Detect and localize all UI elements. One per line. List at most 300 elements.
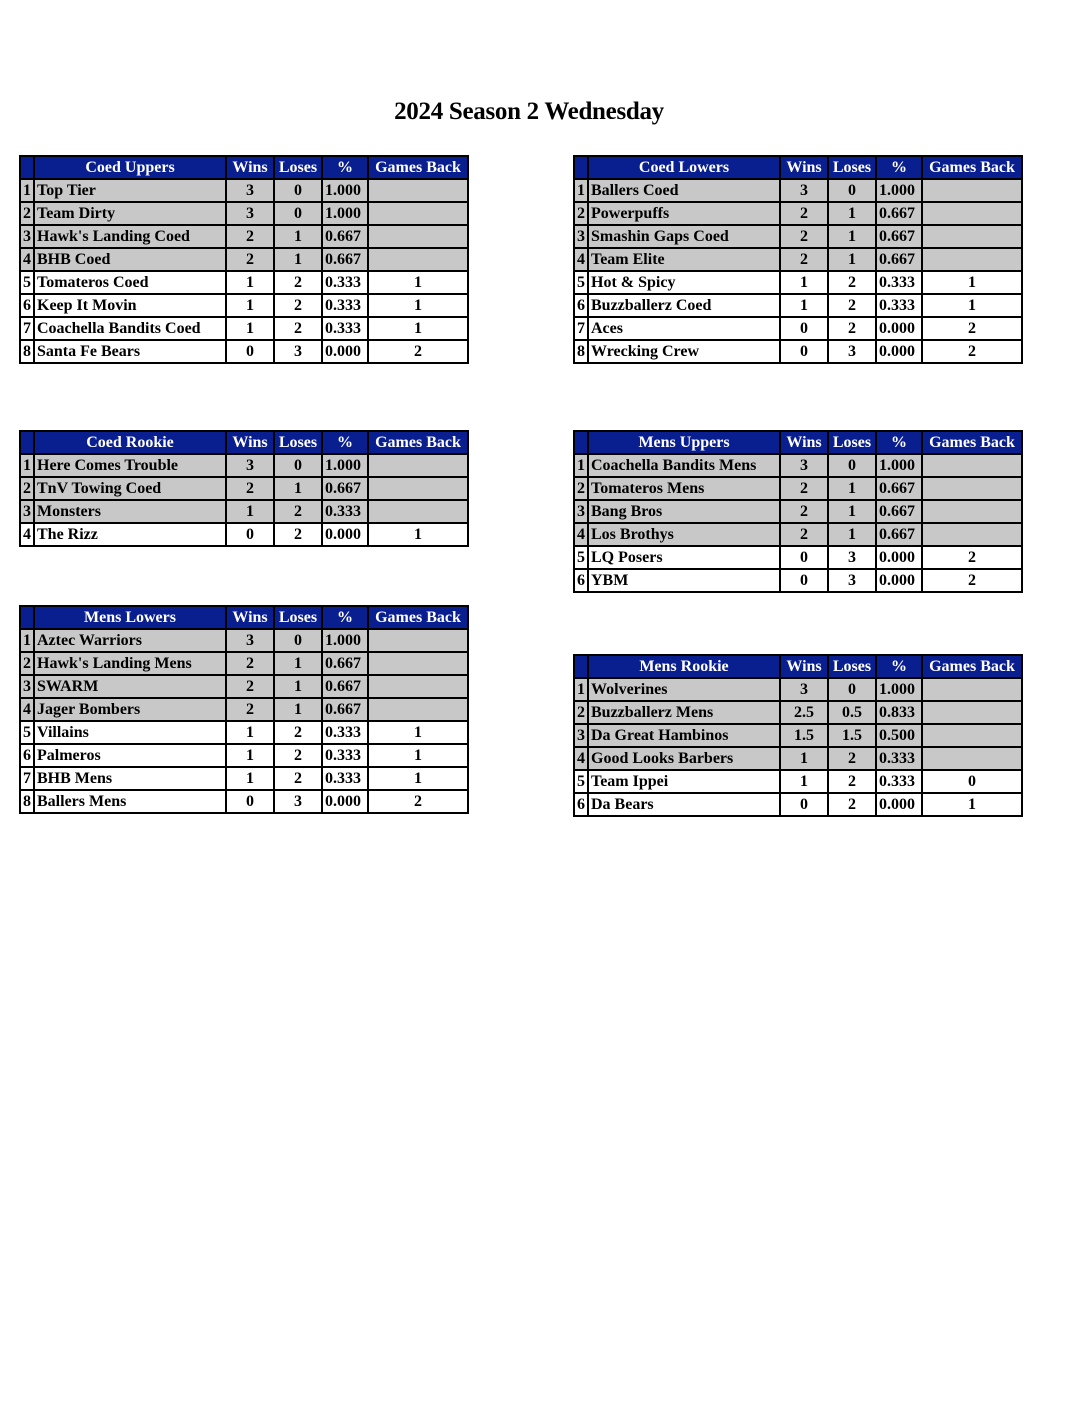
games-back-column-header: Games Back [368, 431, 468, 454]
games-back-cell: 2 [368, 340, 468, 363]
games-back-cell [922, 454, 1022, 477]
loses-cell: 3 [828, 569, 876, 592]
games-back-cell [368, 179, 468, 202]
rank-column-header [20, 156, 34, 179]
table-row [574, 248, 1022, 271]
rank-cell: 3 [20, 225, 34, 248]
loses-cell: 2 [828, 793, 876, 816]
pct-cell: 1.000 [322, 629, 368, 652]
pct-cell: 1.000 [322, 202, 368, 225]
table-header-row [574, 655, 1022, 678]
table-row [20, 652, 468, 675]
standings-table-mens-lowers [19, 605, 469, 814]
pct-cell: 0.000 [322, 523, 368, 546]
pct-cell: 0.333 [876, 271, 922, 294]
team-name-cell: Hawk's Landing Coed [34, 225, 226, 248]
team-name-cell: SWARM [34, 675, 226, 698]
team-name-cell: YBM [588, 569, 780, 592]
loses-cell: 2 [274, 744, 322, 767]
table-row [574, 294, 1022, 317]
games-back-cell: 1 [368, 744, 468, 767]
table-row [574, 793, 1022, 816]
table-row [574, 271, 1022, 294]
rank-column-header [574, 431, 588, 454]
wins-cell: 0 [780, 569, 828, 592]
wins-cell: 2 [226, 698, 274, 721]
loses-cell: 1 [828, 202, 876, 225]
pct-cell: 0.667 [322, 698, 368, 721]
team-name-cell: Hawk's Landing Mens [34, 652, 226, 675]
table-row [20, 477, 468, 500]
standings-table-coed-uppers [19, 155, 469, 364]
team-name-cell: Top Tier [34, 179, 226, 202]
wins-cell: 2 [780, 202, 828, 225]
games-back-cell: 1 [368, 721, 468, 744]
wins-cell: 0 [226, 340, 274, 363]
wins-cell: 2 [226, 225, 274, 248]
pct-cell: 1.000 [876, 678, 922, 701]
rank-cell: 8 [20, 790, 34, 813]
team-name-cell: Keep It Movin [34, 294, 226, 317]
pct-cell: 0.333 [322, 294, 368, 317]
loses-cell: 2 [274, 721, 322, 744]
wins-cell: 0 [780, 317, 828, 340]
wins-cell: 2 [226, 652, 274, 675]
pct-cell: 0.833 [876, 701, 922, 724]
rank-cell: 2 [20, 477, 34, 500]
games-back-cell: 1 [368, 317, 468, 340]
games-back-cell: 2 [368, 790, 468, 813]
games-back-cell [922, 500, 1022, 523]
rank-cell: 3 [574, 724, 588, 747]
wins-cell: 0 [780, 340, 828, 363]
loses-cell: 0 [828, 454, 876, 477]
loses-cell: 1 [274, 248, 322, 271]
table-row [20, 179, 468, 202]
loses-cell: 1 [274, 225, 322, 248]
pct-cell: 0.333 [322, 767, 368, 790]
wins-cell: 1 [780, 770, 828, 793]
table-row [574, 477, 1022, 500]
team-name-cell: Team Dirty [34, 202, 226, 225]
wins-column-header: Wins [226, 431, 274, 454]
loses-cell: 2 [274, 523, 322, 546]
games-back-cell [368, 454, 468, 477]
pct-cell: 0.000 [876, 546, 922, 569]
table-row [20, 317, 468, 340]
rank-cell: 2 [20, 202, 34, 225]
rank-cell: 1 [574, 179, 588, 202]
division-name-header: Mens Rookie [588, 655, 780, 678]
pct-cell: 0.333 [876, 747, 922, 770]
team-name-cell: Powerpuffs [588, 202, 780, 225]
rank-cell: 4 [574, 747, 588, 770]
loses-cell: 2 [274, 767, 322, 790]
division-name-header: Coed Lowers [588, 156, 780, 179]
loses-column-header: Loses [828, 431, 876, 454]
team-name-cell: BHB Coed [34, 248, 226, 271]
team-name-cell: Team Ippei [588, 770, 780, 793]
rank-cell: 2 [20, 652, 34, 675]
pct-cell: 0.667 [876, 202, 922, 225]
games-back-cell: 1 [922, 271, 1022, 294]
rank-cell: 4 [20, 523, 34, 546]
team-name-cell: Ballers Mens [34, 790, 226, 813]
pct-cell: 1.000 [876, 454, 922, 477]
standings-table-coed-rookie [19, 430, 469, 547]
loses-cell: 2 [828, 317, 876, 340]
rank-cell: 5 [20, 271, 34, 294]
pct-cell: 0.333 [322, 744, 368, 767]
games-back-cell [922, 747, 1022, 770]
pct-cell: 1.000 [322, 454, 368, 477]
table-row [574, 678, 1022, 701]
table-row [574, 340, 1022, 363]
table-row [574, 569, 1022, 592]
loses-cell: 2 [828, 747, 876, 770]
table-row [574, 747, 1022, 770]
wins-cell: 3 [226, 202, 274, 225]
team-name-cell: Aces [588, 317, 780, 340]
loses-cell: 2 [828, 271, 876, 294]
loses-column-header: Loses [828, 655, 876, 678]
loses-cell: 1 [828, 500, 876, 523]
rank-cell: 8 [574, 340, 588, 363]
rank-cell: 5 [574, 271, 588, 294]
pct-cell: 0.333 [322, 271, 368, 294]
wins-cell: 3 [780, 179, 828, 202]
team-name-cell: Aztec Warriors [34, 629, 226, 652]
games-back-cell [922, 248, 1022, 271]
pct-column-header: % [876, 431, 922, 454]
team-name-cell: Da Bears [588, 793, 780, 816]
pct-cell: 0.667 [322, 248, 368, 271]
rank-column-header [20, 606, 34, 629]
games-back-cell: 2 [922, 340, 1022, 363]
team-name-cell: Los Brothys [588, 523, 780, 546]
loses-cell: 0 [274, 629, 322, 652]
rank-cell: 1 [20, 179, 34, 202]
wins-cell: 1 [226, 767, 274, 790]
team-name-cell: Coachella Bandits Mens [588, 454, 780, 477]
games-back-cell: 1 [368, 271, 468, 294]
games-back-cell [368, 675, 468, 698]
wins-cell: 0 [780, 546, 828, 569]
rank-cell: 2 [574, 701, 588, 724]
rank-cell: 7 [574, 317, 588, 340]
games-back-cell [922, 225, 1022, 248]
team-name-cell: Da Great Hambinos [588, 724, 780, 747]
table-row [574, 179, 1022, 202]
loses-cell: 1 [828, 248, 876, 271]
table-row [574, 770, 1022, 793]
table-row [574, 225, 1022, 248]
loses-cell: 1 [274, 652, 322, 675]
team-name-cell: Good Looks Barbers [588, 747, 780, 770]
rank-cell: 6 [20, 294, 34, 317]
pct-cell: 0.000 [876, 317, 922, 340]
pct-column-header: % [876, 655, 922, 678]
rank-cell: 5 [20, 721, 34, 744]
table-row [574, 317, 1022, 340]
loses-cell: 1 [274, 698, 322, 721]
pct-cell: 0.000 [876, 340, 922, 363]
wins-cell: 1 [226, 317, 274, 340]
loses-cell: 0 [274, 179, 322, 202]
wins-cell: 2 [226, 675, 274, 698]
games-back-cell: 1 [368, 294, 468, 317]
wins-column-header: Wins [780, 156, 828, 179]
games-back-cell [368, 225, 468, 248]
table-row [20, 744, 468, 767]
team-name-cell: LQ Posers [588, 546, 780, 569]
wins-cell: 1 [780, 747, 828, 770]
table-header-row [574, 156, 1022, 179]
rank-cell: 1 [574, 678, 588, 701]
pct-column-header: % [322, 156, 368, 179]
pct-cell: 0.000 [322, 790, 368, 813]
games-back-cell [922, 523, 1022, 546]
loses-cell: 3 [828, 546, 876, 569]
rank-cell: 3 [20, 500, 34, 523]
loses-cell: 0 [828, 678, 876, 701]
rank-cell: 1 [20, 454, 34, 477]
games-back-cell: 0 [922, 770, 1022, 793]
games-back-cell: 1 [368, 767, 468, 790]
wins-cell: 2 [780, 477, 828, 500]
standings-table-mens-rookie [573, 654, 1023, 817]
rank-cell: 3 [574, 500, 588, 523]
table-row [20, 698, 468, 721]
division-name-header: Mens Uppers [588, 431, 780, 454]
table-row [20, 523, 468, 546]
wins-cell: 2 [226, 477, 274, 500]
pct-cell: 0.667 [322, 477, 368, 500]
rank-cell: 2 [574, 202, 588, 225]
wins-cell: 2 [780, 225, 828, 248]
rank-column-header [20, 431, 34, 454]
loses-cell: 1 [274, 477, 322, 500]
table-header-row [20, 156, 468, 179]
wins-cell: 3 [780, 454, 828, 477]
rank-cell: 1 [20, 629, 34, 652]
pct-cell: 1.000 [876, 179, 922, 202]
table-row [20, 248, 468, 271]
wins-cell: 3 [226, 454, 274, 477]
pct-cell: 0.667 [876, 523, 922, 546]
table-row [20, 629, 468, 652]
games-back-cell [368, 500, 468, 523]
team-name-cell: Team Elite [588, 248, 780, 271]
table-row [574, 724, 1022, 747]
loses-cell: 0 [274, 202, 322, 225]
wins-cell: 2 [780, 248, 828, 271]
team-name-cell: Wrecking Crew [588, 340, 780, 363]
page-title: 2024 Season 2 Wednesday [394, 98, 664, 125]
rank-cell: 3 [20, 675, 34, 698]
division-name-header: Coed Uppers [34, 156, 226, 179]
team-name-cell: Jager Bombers [34, 698, 226, 721]
wins-cell: 0 [780, 793, 828, 816]
rank-cell: 6 [20, 744, 34, 767]
games-back-cell: 2 [922, 546, 1022, 569]
loses-cell: 0.5 [828, 701, 876, 724]
pct-cell: 0.333 [322, 317, 368, 340]
table-row [20, 500, 468, 523]
loses-cell: 1 [828, 225, 876, 248]
division-name-header: Coed Rookie [34, 431, 226, 454]
table-row [20, 790, 468, 813]
table-row [20, 721, 468, 744]
pct-cell: 0.000 [876, 793, 922, 816]
wins-cell: 1 [226, 721, 274, 744]
table-row [20, 271, 468, 294]
games-back-cell [368, 652, 468, 675]
table-row [20, 294, 468, 317]
table-row [574, 500, 1022, 523]
pct-cell: 0.333 [876, 294, 922, 317]
table-row [20, 454, 468, 477]
loses-cell: 2 [274, 294, 322, 317]
team-name-cell: TnV Towing Coed [34, 477, 226, 500]
table-row [574, 202, 1022, 225]
games-back-cell [922, 724, 1022, 747]
table-header-row [574, 431, 1022, 454]
table-row [574, 523, 1022, 546]
loses-cell: 1.5 [828, 724, 876, 747]
rank-cell: 5 [574, 770, 588, 793]
wins-cell: 0 [226, 523, 274, 546]
pct-cell: 0.500 [876, 724, 922, 747]
wins-cell: 3 [780, 678, 828, 701]
rank-cell: 4 [20, 698, 34, 721]
team-name-cell: Coachella Bandits Coed [34, 317, 226, 340]
table-header-row [20, 606, 468, 629]
rank-cell: 3 [574, 225, 588, 248]
team-name-cell: Monsters [34, 500, 226, 523]
pct-column-header: % [322, 431, 368, 454]
rank-column-header [574, 655, 588, 678]
loses-cell: 3 [274, 340, 322, 363]
rank-cell: 4 [574, 248, 588, 271]
standings-table-coed-lowers [573, 155, 1023, 364]
games-back-column-header: Games Back [368, 156, 468, 179]
table-row [574, 546, 1022, 569]
team-name-cell: Tomateros Mens [588, 477, 780, 500]
wins-cell: 1 [226, 744, 274, 767]
rank-cell: 6 [574, 569, 588, 592]
wins-cell: 2 [226, 248, 274, 271]
team-name-cell: Palmeros [34, 744, 226, 767]
loses-cell: 2 [828, 294, 876, 317]
pct-cell: 0.667 [322, 675, 368, 698]
pct-cell: 0.000 [322, 340, 368, 363]
wins-cell: 2 [780, 500, 828, 523]
pct-cell: 0.667 [876, 477, 922, 500]
division-name-header: Mens Lowers [34, 606, 226, 629]
team-name-cell: Ballers Coed [588, 179, 780, 202]
standings-table-mens-uppers [573, 430, 1023, 593]
loses-column-header: Loses [274, 156, 322, 179]
pct-cell: 0.000 [876, 569, 922, 592]
wins-cell: 3 [226, 179, 274, 202]
rank-cell: 5 [574, 546, 588, 569]
pct-cell: 0.333 [322, 500, 368, 523]
pct-cell: 0.667 [876, 500, 922, 523]
loses-column-header: Loses [274, 606, 322, 629]
games-back-cell [922, 678, 1022, 701]
loses-cell: 3 [828, 340, 876, 363]
team-name-cell: BHB Mens [34, 767, 226, 790]
wins-cell: 1 [226, 500, 274, 523]
games-back-column-header: Games Back [922, 156, 1022, 179]
wins-cell: 1 [780, 294, 828, 317]
table-row [574, 454, 1022, 477]
games-back-cell [368, 698, 468, 721]
loses-cell: 2 [274, 317, 322, 340]
wins-column-header: Wins [226, 156, 274, 179]
team-name-cell: Smashin Gaps Coed [588, 225, 780, 248]
team-name-cell: The Rizz [34, 523, 226, 546]
wins-cell: 3 [226, 629, 274, 652]
table-row [20, 675, 468, 698]
team-name-cell: Tomateros Coed [34, 271, 226, 294]
games-back-cell [922, 477, 1022, 500]
pct-cell: 0.667 [322, 225, 368, 248]
pct-column-header: % [876, 156, 922, 179]
games-back-cell [922, 202, 1022, 225]
loses-cell: 3 [274, 790, 322, 813]
games-back-column-header: Games Back [368, 606, 468, 629]
wins-column-header: Wins [780, 431, 828, 454]
games-back-column-header: Games Back [922, 655, 1022, 678]
pct-column-header: % [322, 606, 368, 629]
loses-cell: 2 [828, 770, 876, 793]
team-name-cell: Buzzballerz Mens [588, 701, 780, 724]
rank-cell: 6 [574, 793, 588, 816]
team-name-cell: Here Comes Trouble [34, 454, 226, 477]
loses-cell: 1 [274, 675, 322, 698]
rank-cell: 2 [574, 477, 588, 500]
pct-cell: 1.000 [322, 179, 368, 202]
rank-cell: 1 [574, 454, 588, 477]
pct-cell: 0.333 [876, 770, 922, 793]
wins-column-header: Wins [780, 655, 828, 678]
games-back-cell [922, 701, 1022, 724]
rank-cell: 6 [574, 294, 588, 317]
pct-cell: 0.667 [322, 652, 368, 675]
rank-cell: 7 [20, 767, 34, 790]
table-row [20, 225, 468, 248]
games-back-cell: 1 [922, 294, 1022, 317]
team-name-cell: Buzzballerz Coed [588, 294, 780, 317]
table-header-row [20, 431, 468, 454]
games-back-cell [368, 629, 468, 652]
loses-cell: 1 [828, 523, 876, 546]
rank-cell: 7 [20, 317, 34, 340]
wins-cell: 1.5 [780, 724, 828, 747]
loses-column-header: Loses [828, 156, 876, 179]
games-back-cell [922, 179, 1022, 202]
rank-cell: 4 [574, 523, 588, 546]
wins-cell: 0 [226, 790, 274, 813]
wins-cell: 2.5 [780, 701, 828, 724]
games-back-cell [368, 477, 468, 500]
games-back-cell [368, 248, 468, 271]
games-back-column-header: Games Back [922, 431, 1022, 454]
team-name-cell: Santa Fe Bears [34, 340, 226, 363]
wins-cell: 2 [780, 523, 828, 546]
